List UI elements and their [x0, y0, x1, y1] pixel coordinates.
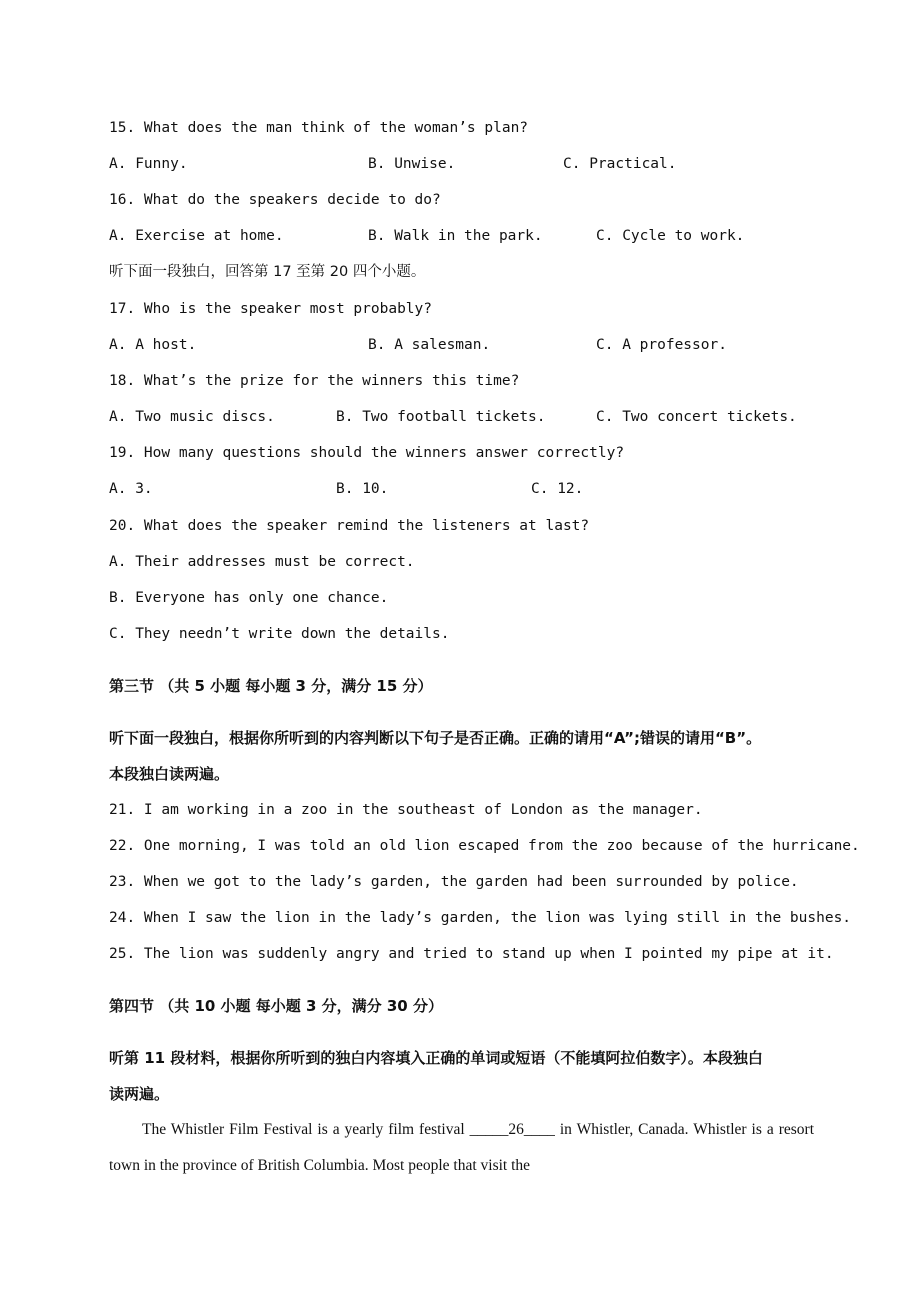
passage-text-part2: in Whistler, Canada. Whistler is a resort town in the province of British Columbia. Most people that visit the — [109, 1121, 814, 1174]
q18-option-c: C. Two concert tickets. — [596, 409, 797, 425]
q15-option-a: A. Funny. — [109, 156, 188, 172]
passage-paragraph — [109, 1112, 814, 1184]
q20-option-b: B. Everyone has only one chance. — [109, 590, 389, 606]
question-19: 19. How many questions should the winners answer correctly? — [109, 445, 625, 461]
blank-26: _____26____ — [469, 1121, 555, 1138]
statement-21: 21. I am working in a zoo in the southeast of London as the manager. — [109, 802, 703, 818]
section4-instruction-line1: 听第 11 段材料，根据你所听到的独白内容填入正确的单词或短语（不能填阿拉伯数字）。本段独白 — [109, 1049, 763, 1067]
q17-option-a: A. A host. — [109, 337, 197, 353]
q16-option-b: B. Walk in the park. — [368, 228, 543, 244]
statement-24: 24. When I saw the lion in the lady’s garden, the lion was lying still in the bushes. — [109, 910, 852, 926]
q17-option-c: C. A professor. — [596, 337, 727, 353]
q16-option-c: C. Cycle to work. — [596, 228, 745, 244]
q19-option-b: B. 10. — [336, 481, 389, 497]
q20-option-c: C. They needn’t write down the details. — [109, 626, 450, 642]
q17-option-b: B. A salesman. — [368, 337, 491, 353]
q15-option-c: C. Practical. — [563, 156, 677, 172]
question-17: 17. Who is the speaker most probably? — [109, 301, 433, 317]
statement-25: 25. The lion was suddenly angry and tried to stand up when I pointed my pipe at it. — [109, 946, 834, 962]
section3-instruction-line1: 听下面一段独白，根据你所听到的内容判断以下句子是否正确。正确的请用“A”;错误的请用“B”。 — [109, 729, 762, 747]
q15-option-b: B. Unwise. — [368, 156, 456, 172]
question-18: 18. What’s the prize for the winners this time? — [109, 373, 520, 389]
q19-option-c: C. 12. — [531, 481, 584, 497]
monologue-intro: 听下面一段独白，回答第 17 至第 20 四个小题。 — [109, 264, 426, 280]
q19-option-a: A. 3. — [109, 481, 153, 497]
section4-instruction-line2: 读两遍。 — [109, 1085, 170, 1103]
q18-option-a: A. Two music discs. — [109, 409, 275, 425]
q16-option-a: A. Exercise at home. — [109, 228, 284, 244]
statement-22: 22. One morning, I was told an old lion escaped from the zoo because of the hurricane. — [109, 838, 860, 854]
question-16: 16. What do the speakers decide to do? — [109, 192, 441, 208]
passage-text-part1: The Whistler Film Festival is a yearly film festival — [142, 1121, 470, 1138]
section4-heading: 第四节 （共 10 小题 每小题 3 分，满分 30 分） — [109, 997, 443, 1015]
q18-option-b: B. Two football tickets. — [336, 409, 546, 425]
question-20: 20. What does the speaker remind the listeners at last? — [109, 518, 590, 534]
section3-instruction-line2: 本段独白读两遍。 — [109, 765, 230, 783]
statement-23: 23. When we got to the lady’s garden, the garden had been surrounded by police. — [109, 874, 799, 890]
q20-option-a: A. Their addresses must be correct. — [109, 554, 415, 570]
section3-heading: 第三节 （共 5 小题 每小题 3 分，满分 15 分） — [109, 677, 433, 695]
question-15: 15. What does the man think of the woman’s plan? — [109, 120, 529, 136]
